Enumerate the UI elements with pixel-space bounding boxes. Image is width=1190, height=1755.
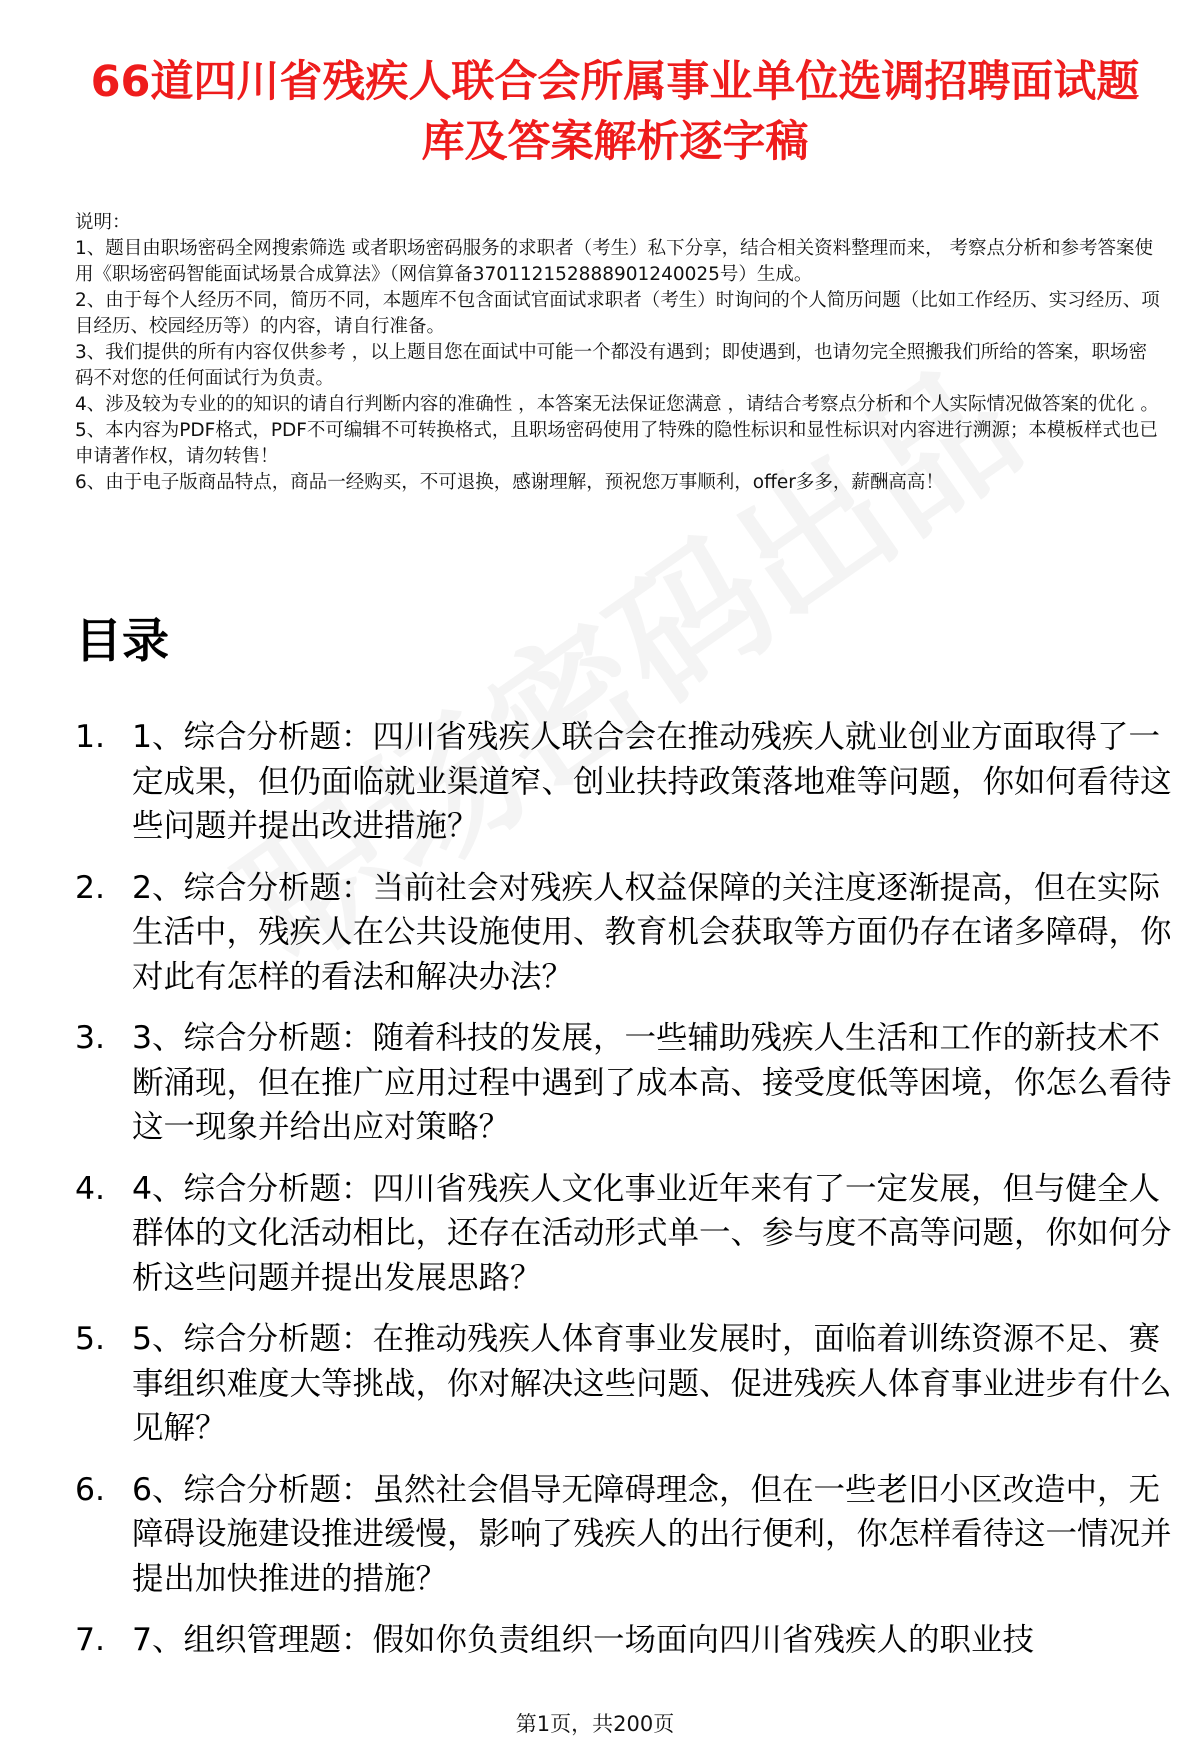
document-title: 66道四川省残疾人联合会所属事业单位选调招聘面试题库及答案解析逐字稿	[90, 57, 1140, 167]
toc-item-text[interactable]: 7、组织管理题：假如你负责组织一场面向四川省残疾人的职业技	[132, 1622, 1035, 1658]
note-item: 3、我们提供的所有内容仅供参考 ，以上题目您在面试中可能一个都没有遇到；即使遇到，也请勿完全照搬我们所给的答案，职场密码不对您的任何面试行为负责。	[75, 342, 1148, 389]
note-item: 2、由于每个人经历不同，简历不同，本题库不包含面试官面试求职者（考生）时询问的个人简历问题（比如工作经历、实习经历、项目经历、校园经历等）的内容，请自行准备。	[75, 290, 1160, 337]
notes-section	[75, 210, 1165, 496]
toc-item-number: 1.	[75, 719, 106, 755]
toc-item-text[interactable]: 3、综合分析题：随着科技的发展，一些辅助残疾人生活和工作的新技术不断涌现，但在推广应用过程中遇到了成本高、接受度低等困境，你怎么看待这一现象并给出应对策略？	[132, 1020, 1172, 1145]
toc-item-number: 7.	[75, 1622, 106, 1658]
toc-item[interactable]	[75, 1468, 1175, 1602]
notes-heading: 说明：	[75, 212, 131, 233]
toc-item-text[interactable]: 6、综合分析题：虽然社会倡导无障碍理念，但在一些老旧小区改造中，无障碍设施建设推进缓慢，影响了残疾人的出行便利，你怎样看待这一情况并提出加快推进的措施？	[132, 1471, 1172, 1597]
toc-item[interactable]	[75, 1167, 1175, 1301]
toc-item[interactable]	[75, 866, 1175, 1000]
note-item: 4、涉及较为专业的的知识的请自行判断内容的准确性 ，本答案无法保证您满意 ，请结合考察点分析和个人实际情况做答案的优化 。	[75, 394, 1159, 415]
toc-item-number: 3.	[75, 1020, 106, 1056]
toc-item-number: 4.	[75, 1170, 106, 1207]
note-item: 6、由于电子版商品特点，商品一经购买，不可退换，感谢理解，预祝您万事顺利，offer多多，薪酬高高！	[75, 472, 944, 493]
note-item: 5、本内容为PDF格式，PDF不可编辑不可转换格式，且职场密码使用了特殊的隐性标识和显性标识对内容进行溯源；本模板样式也已申请著作权，请勿转售！	[75, 420, 1158, 467]
toc-item-number: 6.	[75, 1471, 106, 1508]
toc-heading: 目录	[75, 614, 169, 669]
page-footer: 第1页，共200页	[515, 1712, 675, 1736]
toc-item-text[interactable]: 4、综合分析题：四川省残疾人文化事业近年来有了一定发展，但与健全人群体的文化活动相比，还存在活动形式单一、参与度不高等问题，你如何分析这些问题并提出发展思路？	[132, 1170, 1172, 1296]
toc-item[interactable]	[75, 1618, 1175, 1663]
toc-item-number: 2.	[75, 869, 106, 906]
toc-item-number: 5.	[75, 1321, 106, 1357]
toc-item-text[interactable]: 5、综合分析题：在推动残疾人体育事业发展时，面临着训练资源不足、赛事组织难度大等挑战，你对解决这些问题、促进残疾人体育事业进步有什么见解？	[132, 1321, 1172, 1446]
toc-item[interactable]	[75, 1317, 1175, 1451]
toc-item[interactable]	[75, 1016, 1175, 1150]
toc-item-text[interactable]: 1、综合分析题：四川省残疾人联合会在推动残疾人就业创业方面取得了一定成果，但仍面临就业渠道窄、创业扶持政策落地难等问题，你如何看待这些问题并提出改进措施？	[132, 719, 1172, 844]
toc-item[interactable]	[75, 715, 1175, 849]
toc-item-text[interactable]: 2、综合分析题：当前社会对残疾人权益保障的关注度逐渐提高，但在实际生活中，残疾人在公共设施使用、教育机会获取等方面仍存在诸多障碍，你对此有怎样的看法和解决办法？	[132, 869, 1172, 995]
toc-list	[75, 715, 1175, 1680]
note-item: 1、题目由职场密码全网搜索筛选 或者职场密码服务的求职者（考生）私下分享，结合相关资料整理而来， 考察点分析和参考答案使用《职场密码智能面试场景合成算法》（网信算备370112152888901240025号）生成。	[75, 238, 1154, 285]
